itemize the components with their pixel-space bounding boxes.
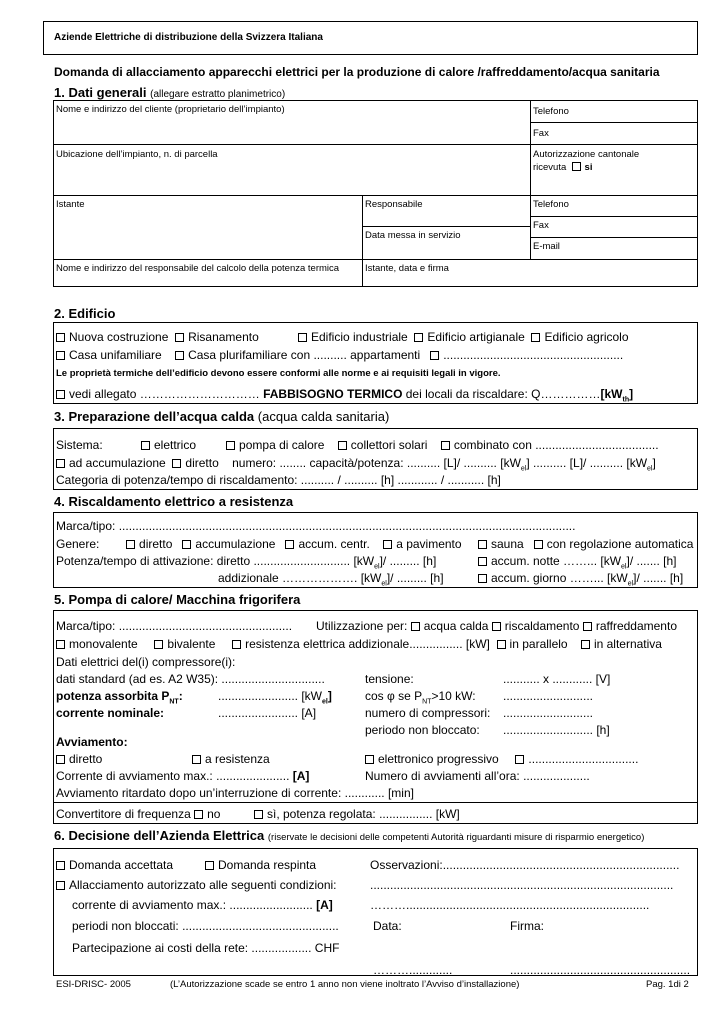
client-label: Nome e indirizzo del cliente (proprietario dell’impianto): [56, 104, 285, 115]
central-storage-checkbox[interactable]: [285, 540, 294, 549]
startup-other-checkbox[interactable]: [515, 755, 524, 764]
hp-cosphi-label: cos φ se $P_{NT}>10$ kW:: [365, 689, 476, 706]
accepted-checkbox[interactable]: [56, 861, 65, 870]
phone-label: Telefono: [533, 106, 569, 117]
hot-water-row-1: Sistema:: [56, 438, 103, 452]
location-label: Ubicazione dell’impianto, n. di parcella: [56, 149, 218, 160]
fax-label: Fax: [533, 128, 549, 139]
converter-no-checkbox[interactable]: [194, 810, 203, 819]
section-5-heading: 5. Pompa di calore/ Macchina frigorifera: [54, 592, 301, 607]
single-family-checkbox[interactable]: [56, 351, 65, 360]
fax2-label: Fax: [533, 220, 549, 231]
decision-row-2: Allacciamento autorizzato alle seguenti condizioni:: [56, 878, 337, 892]
monovalent-checkbox[interactable]: [56, 640, 65, 649]
building-row-4: vedi allegato ………………………… FABBISOGNO TERMICO dei locali da riscaldare: $Q\dots\dots\dots\dots\dots[kW_{th}]$: [56, 387, 633, 407]
startup-direct-checkbox[interactable]: [56, 755, 65, 764]
hp-heating-checkbox[interactable]: [492, 622, 501, 631]
section-4-heading: 4. Riscaldamento elettrico a resistenza: [54, 494, 294, 509]
applicant-signature-label: Istante, data e firma: [365, 263, 449, 274]
resistance-power-row-1: Potenza/tempo di attivazione: diretto ............................. $[kW_{el}]/$ ......... [h]: [56, 554, 437, 571]
resistance-storage-checkbox[interactable]: [182, 540, 191, 549]
resistance-power-row-1b: accum. notte ……... $[kW_{el}]/$ ....... [h]: [478, 554, 677, 574]
hp-compressors-label: numero di compressori:: [365, 706, 491, 720]
hp-startup-current: Corrente di avviamento max.: ...................... [A]: [56, 769, 310, 783]
hp-period-value: ........................... [h]: [503, 723, 610, 737]
see-attached-checkbox[interactable]: [56, 390, 65, 399]
resistance-direct-checkbox[interactable]: [126, 540, 135, 549]
building-row-1b: Edificio industriale Edificio artigianale Edificio agricolo: [298, 330, 629, 344]
hp-startup-row: diretto: [56, 752, 102, 766]
hp-usage-row: Utilizzazione per: acqua calda riscaldamento raffreddamento: [316, 619, 677, 633]
parallel-checkbox[interactable]: [497, 640, 506, 649]
industrial-checkbox[interactable]: [298, 333, 307, 342]
page-number: Pag. 1di 2: [646, 979, 689, 990]
decision-network-costs: Partecipazione ai costi della rete: .................. CHF: [72, 941, 340, 955]
converter-yes-checkbox[interactable]: [254, 810, 263, 819]
hp-compressors-value: ...........................: [503, 706, 594, 720]
direct-checkbox[interactable]: [172, 459, 181, 468]
hp-frequency-converter-yes: sì, potenza regolata: ................ [kW]: [254, 807, 460, 821]
hp-startup-row-c: elettronico progressivo .................................: [365, 752, 638, 766]
bivalent-checkbox[interactable]: [154, 640, 163, 649]
agricultural-checkbox[interactable]: [531, 333, 540, 342]
hp-current-value: ........................ [A]: [218, 706, 317, 720]
hot-water-row-2: ad accumulazione diretto numero: ........ capacità/potenza: .......... [L]/ .......... $[kW_{el}]$ .......... [L]/ .......... $[kW_{el}]$: [56, 456, 656, 476]
responsible-label: Responsabile: [365, 199, 423, 210]
observations: Osservazioni:.......................................................................: [370, 858, 680, 872]
decision-unblocked-periods: periodi non bloccati: ...............................................: [72, 919, 339, 933]
resistance-power-row-2: addizionale ………………. $[kW_{el}]/$ ......... [h]: [218, 571, 444, 588]
hp-current-label: corrente nominale:: [56, 706, 165, 720]
startup-resistance-checkbox[interactable]: [192, 755, 201, 764]
storage-checkbox[interactable]: [56, 459, 65, 468]
electric-checkbox[interactable]: [141, 441, 150, 450]
floor-heating-checkbox[interactable]: [383, 540, 392, 549]
section-1-heading: 1. Dati generali (allegare estratto planimetrico): [54, 85, 286, 100]
form-code: ESI-DRISC- 2005: [56, 979, 131, 990]
signature-line: ......................................................: [510, 963, 691, 977]
hp-voltage-value: ........... x ............ [V]: [503, 672, 611, 686]
hp-hot-water-checkbox[interactable]: [411, 622, 420, 631]
hp-starts-per-hour: Numero di avviamenti all’ora: ....................: [365, 769, 590, 783]
craft-checkbox[interactable]: [414, 333, 423, 342]
night-storage-checkbox[interactable]: [478, 557, 487, 566]
hp-brand: Marca/tipo: ....................................................: [56, 619, 293, 633]
section-3-heading: 3. Preparazione dell’acqua calda (acqua calda sanitaria): [54, 409, 390, 424]
building-row-2: Casa unifamiliare Casa plurifamiliare con .......... appartamenti ......................................................: [56, 348, 623, 362]
hp-cosphi-value: ...........................: [503, 689, 594, 703]
hp-delayed-start: Avviamento ritardato dopo un’interruzione di corrente: ............ [min]: [56, 786, 414, 800]
auto-regulation-checkbox[interactable]: [534, 540, 543, 549]
rejected-checkbox[interactable]: [205, 861, 214, 870]
resistance-type-row: Genere: diretto accumulazione accum. centr. a pavimento: [56, 537, 462, 551]
heat-pump-checkbox[interactable]: [226, 441, 235, 450]
date-line: ……….............: [373, 963, 453, 977]
hot-water-row-1b: elettrico pompa di calore collettori solari combinato con .....................................: [141, 438, 659, 452]
startup-electronic-checkbox[interactable]: [365, 755, 374, 764]
decision-row-1: Domanda accettata: [56, 858, 173, 872]
hp-period-label: periodo non bloccato:: [365, 723, 480, 737]
hp-mode-row: monovalente bivalente resistenza elettrica addizionale................ [kW] in parallelo in alternativa: [56, 637, 662, 651]
observations-line-2: ...........................................................................................: [370, 878, 674, 892]
alternative-checkbox[interactable]: [581, 640, 590, 649]
expiry-note: (L’Autorizzazione scade se entro 1 anno non viene inoltrato l’Avviso d’installazione): [170, 979, 520, 990]
commissioning-date-label: Data messa in servizio: [365, 230, 461, 241]
signature-label: Firma:: [510, 919, 544, 933]
email-label: E-mail: [533, 241, 560, 252]
hp-startup-row-b: a resistenza: [192, 752, 270, 766]
phone2-label: Telefono: [533, 199, 569, 210]
hp-power-label: potenza assorbita $P_{NT}$:: [56, 689, 183, 706]
day-storage-checkbox[interactable]: [478, 574, 487, 583]
authorized-checkbox[interactable]: [56, 881, 65, 890]
hp-frequency-converter: Convertitore di frequenza no: [56, 807, 221, 821]
multi-family-checkbox[interactable]: [175, 351, 184, 360]
hp-electrical-data: Dati elettrici del(i) compressore(i):: [56, 655, 236, 669]
section-2-heading: 2. Edificio: [54, 306, 116, 321]
authorization-label: Autorizzazione cantonale: [533, 149, 640, 160]
resistance-brand: Marca/tipo: .........................................................................................................................................: [56, 519, 576, 533]
combined-checkbox[interactable]: [441, 441, 450, 450]
decision-startup-current: corrente di avviamento max.: ......................... [A]: [72, 898, 333, 912]
renovation-checkbox[interactable]: [175, 333, 184, 342]
other-building-checkbox[interactable]: [430, 351, 439, 360]
company-name: Aziende Elettriche di distribuzione della Svizzera Italiana: [54, 32, 323, 43]
hp-power-value: ........................ $[kW_{el}]$: [218, 689, 332, 706]
observations-line-3: ……….........................................................................: [370, 898, 650, 912]
sauna-checkbox[interactable]: [478, 540, 487, 549]
hot-water-row-3: Categoria di potenza/tempo di riscaldamento: .......... / .......... [h] ............ / ........... [h]: [56, 473, 501, 487]
calculation-responsible-label: Nome e indirizzo del responsabile del calcolo della potenza termica: [56, 263, 340, 274]
hp-cooling-checkbox[interactable]: [583, 622, 592, 631]
norms-note: Le proprietà termiche dell’edificio devono essere conformi alle norme e ai requisiti legali in vigore.: [56, 368, 501, 379]
building-row-1: Nuova costruzione Risanamento: [56, 330, 259, 344]
applicant-label: Istante: [56, 199, 85, 210]
hp-voltage-label: tensione:: [365, 672, 414, 686]
resistance-type-row-b: sauna con regolazione automatica: [478, 537, 693, 551]
solar-collectors-checkbox[interactable]: [338, 441, 347, 450]
received-checkbox[interactable]: [572, 162, 581, 171]
additional-resistance-checkbox[interactable]: [232, 640, 241, 649]
section-6-heading: 6. Decisione dell’Azienda Elettrica (riservate le decisioni delle competenti Autorità riguardanti misure di risparmio energetico): [54, 828, 645, 843]
new-construction-checkbox[interactable]: [56, 333, 65, 342]
received-label: ricevuta si: [533, 162, 593, 173]
decision-row-1b: Domanda respinta: [205, 858, 316, 872]
resistance-power-row-2b: accum. giorno ……... $[kW_{el}]/$ ....... [h]: [478, 571, 683, 591]
page-title: Domanda di allacciamento apparecchi elettrici per la produzione di calore /raffreddamento/acqua sanitaria: [54, 65, 660, 79]
hp-startup-heading: Avviamento:: [56, 735, 128, 749]
hp-standard-data: dati standard (ad es. A2 W35): ...............................: [56, 672, 325, 686]
date-label: Data:: [373, 919, 402, 933]
